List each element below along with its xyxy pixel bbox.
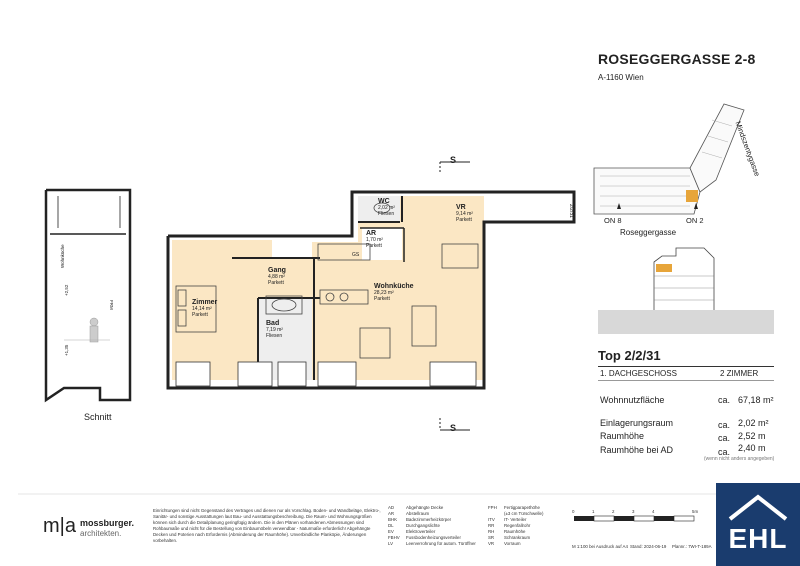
height-prefix: ca. [718,433,731,443]
legend-row: RH Raumhöhe [488,529,526,534]
ehl-logo [716,483,800,566]
storage-value: 2,02 m² [738,418,769,428]
legend-row: (±3 cm Türschwelle) [504,511,544,516]
scale-tick: 2 [612,509,615,514]
site-street-side: Mindszentygasse [733,120,762,178]
scale-tick: 1 [592,509,595,514]
room-floor-type: Parkett [374,296,390,302]
room-name: Wohnküche [374,283,414,290]
unit-code-mark: 2/2/31 [568,204,574,218]
room-wc [378,198,395,217]
height-note: (wenn nicht anders angegeben) [704,456,775,462]
room-area: 14,14 m² [192,306,212,312]
room-wohnkueche [374,283,414,302]
scale-plannr: Plannr.: 7WI-T-189A [672,544,712,549]
scale-tick: 5m [692,509,699,514]
room-area: 9,14 m² [456,211,473,217]
legend-left [388,505,494,547]
scale-tick: 4 [652,509,655,514]
area-label: Wohnnutzfläche [600,395,665,405]
height-ad-label: Raumhöhe bei AD [600,445,674,455]
unit-rooms: 2 ZIMMER [720,369,759,378]
room-floor-type: Parkett [366,243,382,249]
height-value: 2,52 m [738,431,766,441]
ehl-wordmark: EHL [728,523,788,554]
room-name: Bad [266,320,280,327]
legend-row: EV Elektroverteiler [388,529,436,534]
site-street-main: Roseggergasse [620,228,677,237]
section-mark-top: S [450,155,457,165]
room-name: VR [456,204,466,211]
scale-tick: 0 [572,509,575,514]
room-ar [366,230,383,249]
architect-logo-mark: m|a [43,515,76,537]
room-area: 4,88 m² [268,274,285,280]
section-dim-2: +1,35 [64,344,69,356]
scale-bar [574,516,694,521]
room-floor-type: Parkett [456,217,472,223]
project-address: A-1160 Wien [598,73,644,82]
wohnkueche-floor [312,242,484,380]
legend-row: ITV IT- Verteiler [488,517,527,522]
room-floor-type: Parkett [192,312,208,318]
room-name: Zimmer [192,299,218,306]
unit-rule-2 [598,380,774,381]
site-plan [594,104,744,214]
legend-row: DL Durchgangslichte [388,523,440,528]
project-title: ROSEGGERGASSE 2-8 [598,51,756,67]
section-kueche-label: Wohnküche [60,244,65,268]
legend-row: FPH Fertigparapethöhe [488,505,540,510]
architect-name: mossburger. [80,518,135,528]
section-caption: Schnitt [84,412,112,422]
height-ad-prefix: ca. [718,447,731,457]
room-name: Gang [268,267,286,274]
legend-row: LV Leerverrohrung für autom. Türöffner [388,541,476,546]
room-vr [456,204,473,223]
disclaimer-text: Einrichtungen sind nicht Gegenstand des Vertrages und dienen nur als Vorschlag. Boden- und Wandbeläge, Elektro-, Sanitär- und sonstige Ausstattungen laut Bau- und Ausstattungsbeschreibung. Die Raum- und Wohnungsgrößen können sich durch die Detailplanung geringfügig ändern. Die in den Plänen vorhandenen Abmessungen sind Rohbaumaße und nicht für die Bestellung von Einbaumöbeln verwendbar - Naturmaße erforderlich! Abgehängte Decken und Poterien nach Erfordernis (Abminderung der Raumhöhe). Unverbindliche Planköpie, Änderungen vorbehalten. [153,508,381,543]
legend-row: VR Vorraum [488,541,521,546]
scale-tick: 3 [632,509,635,514]
storage-label: Einlagerungsraum [600,418,674,428]
room-name: AR [366,230,377,237]
area-value: 67,18 m² [738,395,774,405]
unit-title: Top 2/2/31 [598,348,661,363]
room-gang [268,267,286,286]
unit-floor: 1. DACHGESCHOSS [600,369,677,378]
section-frm-label: FRM [109,300,114,310]
scale-note: M 1:100 bei Ausdruck auf A4 [572,544,628,549]
section-dim-1: +2,52 [64,284,69,296]
section-figure [64,318,110,342]
room-zimmer [192,299,217,318]
legend-row: FBHV Fussbodenheizungsverteiler [388,535,461,540]
room-area: 28,23 m² [374,290,394,296]
legend-row: SR Schrankraum [488,535,531,540]
site-entrance-8: ON 8 [604,216,622,225]
room-floor-type: Fliesen [266,333,283,339]
area-prefix: ca. [718,395,731,405]
legend-row: BHK Badezimmerheizkörper [388,517,452,522]
unit-rule [598,366,774,367]
room-floor-type: Fliesen [378,211,395,217]
scale-stand: Stand: 2024-06-19 [630,544,667,549]
room-bad [266,320,283,339]
room-floor-type: Parkett [268,280,284,286]
legend-row: AD Abgehängte Decke [388,505,444,510]
section-drawing [46,190,130,400]
legend-row: RR Regenfallrohr [488,523,531,528]
legend-row: AR Abstellraum [388,511,430,516]
room-name: WC [378,198,390,205]
room-area: 2,02 m² [378,205,395,211]
room-area: 7,19 m² [266,327,283,333]
site-entrance-2: ON 2 [686,216,704,225]
architect-subname: architekten. [80,529,122,538]
gs-mark: GS [352,252,360,258]
elevation-thumbnail [598,248,774,334]
height-ad-value: 2,40 m [738,443,766,453]
room-area: 1,70 m² [366,237,383,243]
storage-prefix: ca. [718,420,731,430]
legend-right [488,505,568,547]
height-label: Raumhöhe [600,431,645,441]
section-mark-bottom: S [450,423,457,433]
